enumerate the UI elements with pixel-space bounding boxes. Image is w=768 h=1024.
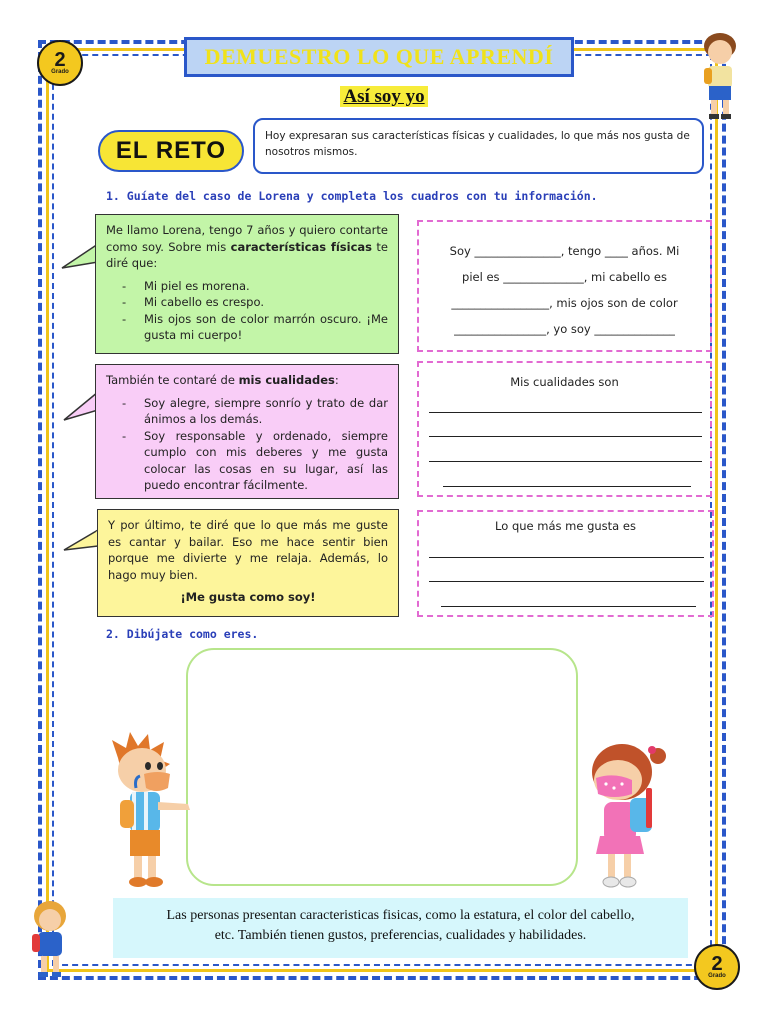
question-1: 1. Guíate del caso de Lorena y completa los cuadros con tu información. xyxy=(106,189,598,203)
question-2: 2. Dibújate como eres. xyxy=(106,627,259,641)
likes-box-title: Lo que más me gusta es xyxy=(495,519,636,533)
list-item: - Soy alegre, siempre sonrío y trato de dar ánimos a los demás. xyxy=(144,395,388,428)
speech-tail-1 xyxy=(60,240,98,280)
lorena-likes-bubble xyxy=(97,509,399,617)
girl-with-mask-illustration xyxy=(582,736,672,890)
likes-fill-box[interactable] xyxy=(417,510,714,617)
bubble2-intro-end: : xyxy=(334,373,339,387)
write-line[interactable] xyxy=(429,436,702,437)
grade-badge-top xyxy=(37,40,83,86)
qualities-fill-box[interactable] xyxy=(417,361,712,497)
physical-fill-box[interactable] xyxy=(417,220,712,352)
challenge-intro-box xyxy=(253,118,704,174)
el-reto-badge xyxy=(98,130,244,172)
el-reto-label: EL RETO xyxy=(115,137,227,164)
list-item: - Mi piel es morena. xyxy=(144,278,388,295)
write-line[interactable] xyxy=(429,581,704,582)
grade-label: Grado xyxy=(708,973,726,979)
page-title-banner xyxy=(184,37,574,77)
grade-number: 2 xyxy=(711,953,723,975)
list-item: - Mis ojos son de color marrón oscuro. ¡Me gusta mi cuerpo! xyxy=(144,311,388,344)
summary-footer-box xyxy=(113,898,688,958)
girl-illustration-bottom xyxy=(26,898,74,980)
lorena-physical-bubble xyxy=(95,214,399,354)
fill-line-2: piel es ______________, mi cabello es xyxy=(462,270,667,284)
write-line[interactable] xyxy=(429,557,704,558)
bubble3-closing: ¡Me gusta como soy! xyxy=(180,590,316,604)
boy-illustration-top xyxy=(694,30,746,122)
grade-badge-bottom xyxy=(694,944,740,990)
physical-list xyxy=(106,278,388,344)
fill-line-3: _________________, mis ojos son de color xyxy=(451,296,678,310)
grade-label: Grado xyxy=(51,69,69,75)
write-line[interactable] xyxy=(443,486,691,487)
fill-line-1: Soy _______________, tengo ____ años. Mi xyxy=(449,244,680,258)
boy-pointing-illustration xyxy=(104,730,200,890)
footer-line-2: etc. También tienen gustos, preferencias, cualidades y habilidades. xyxy=(214,928,587,943)
bubble3-text: Y por último, te diré que lo que más me guste es cantar y bailar. Eso me hace sentir bien porque me divierte y me relaja. Además, lo hago muy bien. xyxy=(108,518,388,582)
fill-line-4: ________________, yo soy ______________ xyxy=(454,322,675,336)
qualities-list xyxy=(106,395,388,494)
page-subtitle: Así soy yo xyxy=(0,86,768,108)
challenge-intro-text: Hoy expresaran sus características físicas y cualidades, lo que más nos gusta de nosotros mismos. xyxy=(265,130,690,158)
qualities-box-title: Mis cualidades son xyxy=(510,375,619,389)
footer-line-1: Las personas presentan caracteristicas fisicas, como la estatura, el color del cabello, xyxy=(166,908,635,923)
self-portrait-drawing-area[interactable] xyxy=(186,648,578,886)
bubble1-bold: características físicas xyxy=(230,239,372,254)
write-line[interactable] xyxy=(429,461,702,462)
bubble2-intro: También te contaré de xyxy=(106,373,239,387)
list-item: - Mi cabello es crespo. xyxy=(144,294,388,311)
lorena-qualities-bubble xyxy=(95,364,399,499)
bubble1-intro-end: te diré que: xyxy=(106,239,388,270)
grade-number: 2 xyxy=(54,49,66,71)
speech-tail-3 xyxy=(62,526,98,556)
bubble2-bold: mis cualidades xyxy=(238,373,335,387)
write-line[interactable] xyxy=(441,606,696,607)
list-item: - Soy responsable y ordenado, siempre cumplo con mis deberes y me gusta colocar las cosas en su lugar, así las puedo encontrar fácilmente. xyxy=(144,428,388,494)
page-title: DEMUESTRO LO QUE APRENDÍ xyxy=(204,44,554,69)
speech-tail-2 xyxy=(62,388,98,428)
bubble1-intro: Me llamo Lorena, tengo 7 años y quiero contarte como soy. Sobre mis xyxy=(106,223,388,254)
write-line[interactable] xyxy=(429,412,702,413)
